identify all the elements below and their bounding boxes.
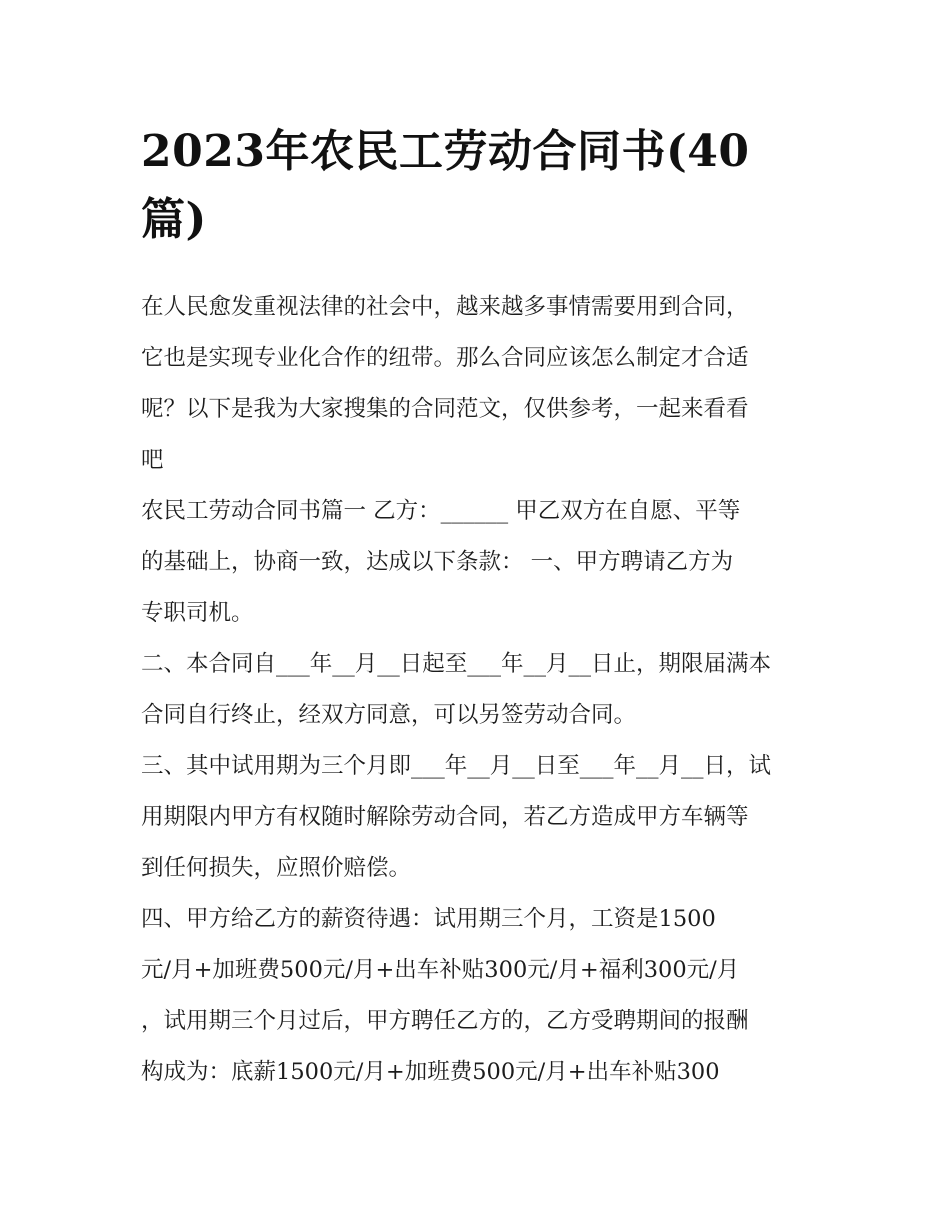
title-line: 2023年农民工劳动合同书(40 — [141, 126, 750, 177]
paragraph-clause-2 — [141, 639, 813, 741]
text-line: 构成为：底薪1500元/月+加班费500元/月+出车补贴300 — [141, 1059, 720, 1085]
text-line: 用期限内甲方有权随时解除劳动合同，若乙方造成甲方车辆等 — [141, 804, 749, 830]
text-line: ，试用期三个月过后，甲方聘任乙方的，乙方受聘期间的报酬 — [141, 1008, 749, 1034]
text-line: 的基础上，协商一致，达成以下条款： 一、甲方聘请乙方为 — [141, 549, 734, 575]
text-line: 到任何损失，应照价赔偿。 — [141, 855, 412, 881]
document-body — [141, 282, 813, 1098]
paragraph-clause-1 — [141, 486, 813, 639]
text-line: 合同自行终止，经双方同意，可以另签劳动合同。 — [141, 702, 637, 728]
text-line: 四、甲方给乙方的薪资待遇：试用期三个月，工资是1500 — [141, 906, 716, 932]
text-line: 三、其中试用期为三个月即___年__月__日至___年__月__日，试 — [141, 753, 772, 779]
text-line: 它也是实现专业化合作的纽带。那么合同应该怎么制定才合适 — [141, 345, 749, 371]
document-title — [141, 118, 813, 254]
document-content — [141, 118, 813, 1098]
text-line: 专职司机。 — [141, 600, 254, 626]
paragraph-clause-4 — [141, 894, 813, 1098]
text-line: 元/月+加班费500元/月+出车补贴300元/月+福利300元/月 — [141, 957, 740, 983]
text-line: 在人民愈发重视法律的社会中，越来越多事情需要用到合同， — [141, 294, 749, 320]
paragraph-intro — [141, 282, 813, 486]
text-line: 农民工劳动合同书篇一 乙方：______ 甲乙双方在自愿、平等 — [141, 498, 741, 524]
text-line: 二、本合同自___年__月__日起至___年__月__日止，期限届满本 — [141, 651, 772, 677]
paragraph-clause-3 — [141, 741, 813, 894]
text-line: 吧 — [141, 447, 164, 473]
text-line: 呢？以下是我为大家搜集的合同范文，仅供参考，一起来看看 — [141, 396, 749, 422]
title-line: 篇) — [141, 194, 207, 245]
